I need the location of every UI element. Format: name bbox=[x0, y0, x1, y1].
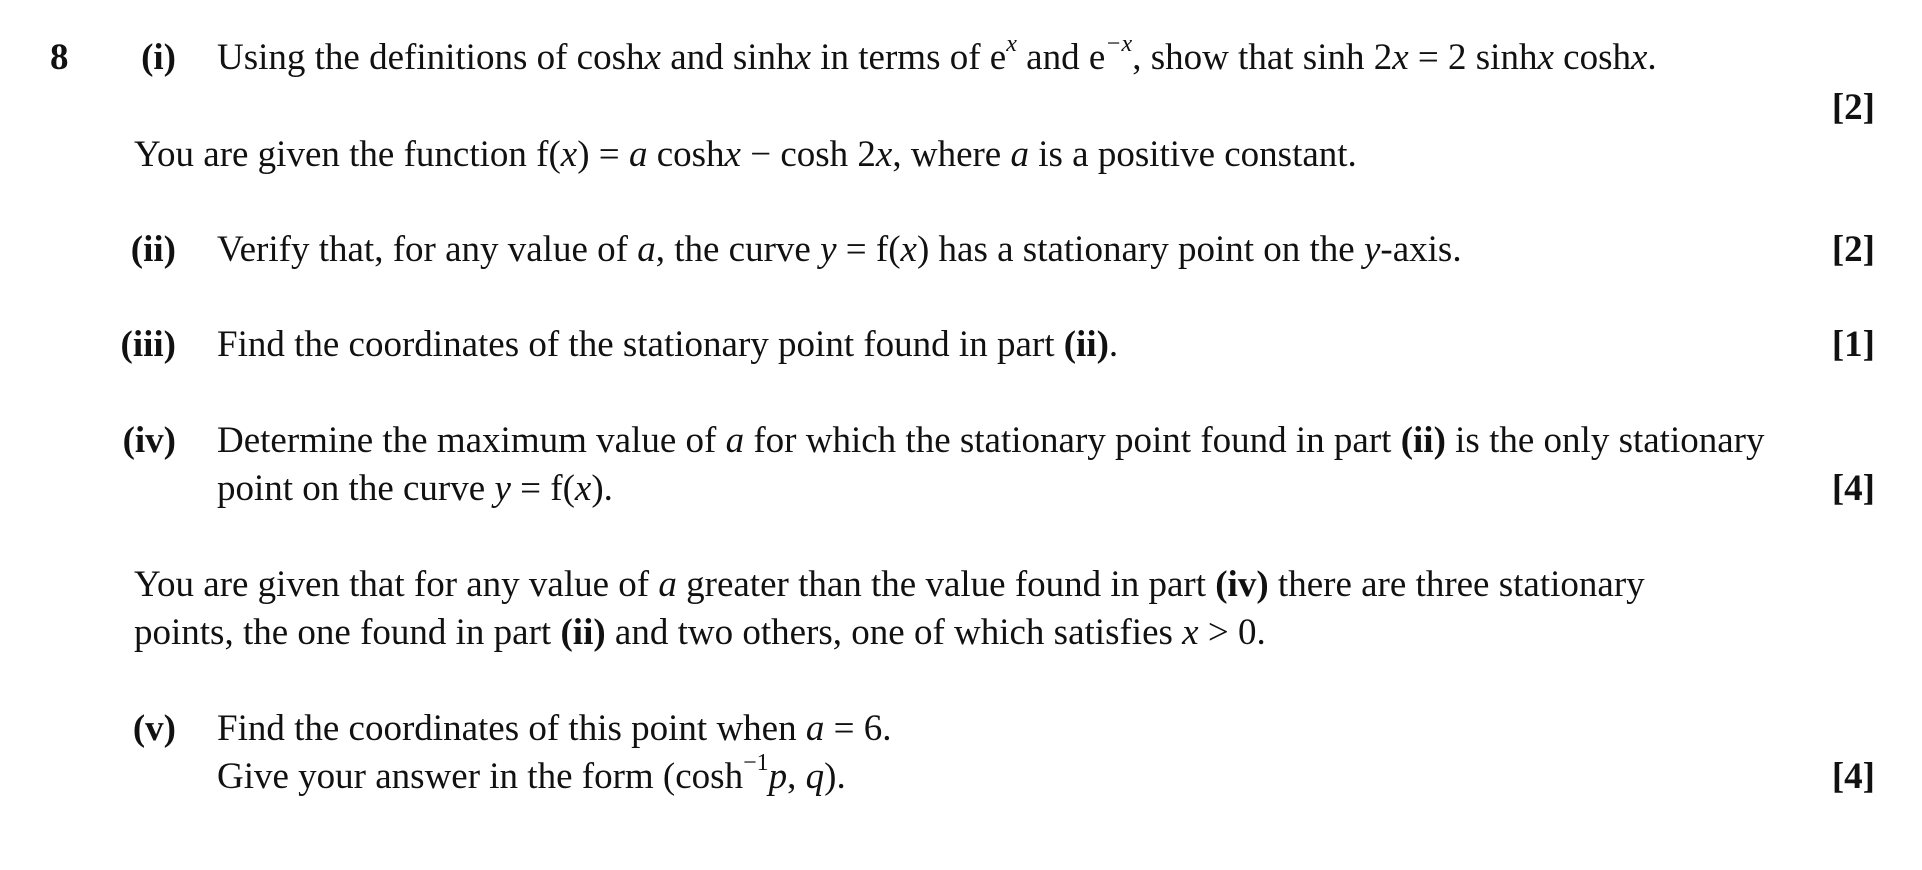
part-i-label: (i) bbox=[141, 37, 176, 78]
part-iii-marks: [1] bbox=[1831, 324, 1875, 365]
question-number: 8 bbox=[50, 37, 69, 78]
part-iv-marks: [4] bbox=[1831, 468, 1875, 509]
part-iii-text: Find the coordinates of the stationary point found in part (ii). bbox=[217, 324, 1119, 365]
part-iv-text-line1: Determine the maximum value of a for which the stationary point found in part (ii) is the only stationary bbox=[217, 420, 1765, 461]
part-v-text-line2: Give your answer in the form ($\cosh^{-1}p$, q). bbox=[217, 749, 846, 797]
part-i-text: Using the definitions of coshx and sinhx in terms of $e^x$ and $e^{-x}$, show that sinh 2x = 2 sinhx coshx. bbox=[217, 30, 1657, 78]
part-iv-text-line2: point on the curve y = f(x). bbox=[217, 468, 613, 509]
part-i-marks: [2] bbox=[1831, 87, 1875, 128]
part-ii-label: (ii) bbox=[130, 229, 176, 270]
part-ii-text: Verify that, for any value of a, the curve y = f(x) has a stationary point on the y-axis. bbox=[217, 229, 1462, 270]
part-ii-marks: [2] bbox=[1831, 229, 1875, 270]
stationary-points-intro-line2: points, the one found in part (ii) and two others, one of which satisfies x > 0. bbox=[134, 612, 1266, 653]
function-intro: You are given the function f(x) = a coshx − cosh 2x, where a is a positive constant. bbox=[134, 134, 1357, 175]
part-v-label: (v) bbox=[132, 708, 176, 749]
part-iv-label: (iv) bbox=[122, 420, 176, 461]
part-iii-label: (iii) bbox=[120, 324, 176, 365]
part-v-text-line1: Find the coordinates of this point when a = 6. bbox=[217, 708, 892, 749]
stationary-points-intro-line1: You are given that for any value of a greater than the value found in part (iv) there are three stationary bbox=[134, 564, 1645, 605]
part-v-marks: [4] bbox=[1831, 756, 1875, 797]
